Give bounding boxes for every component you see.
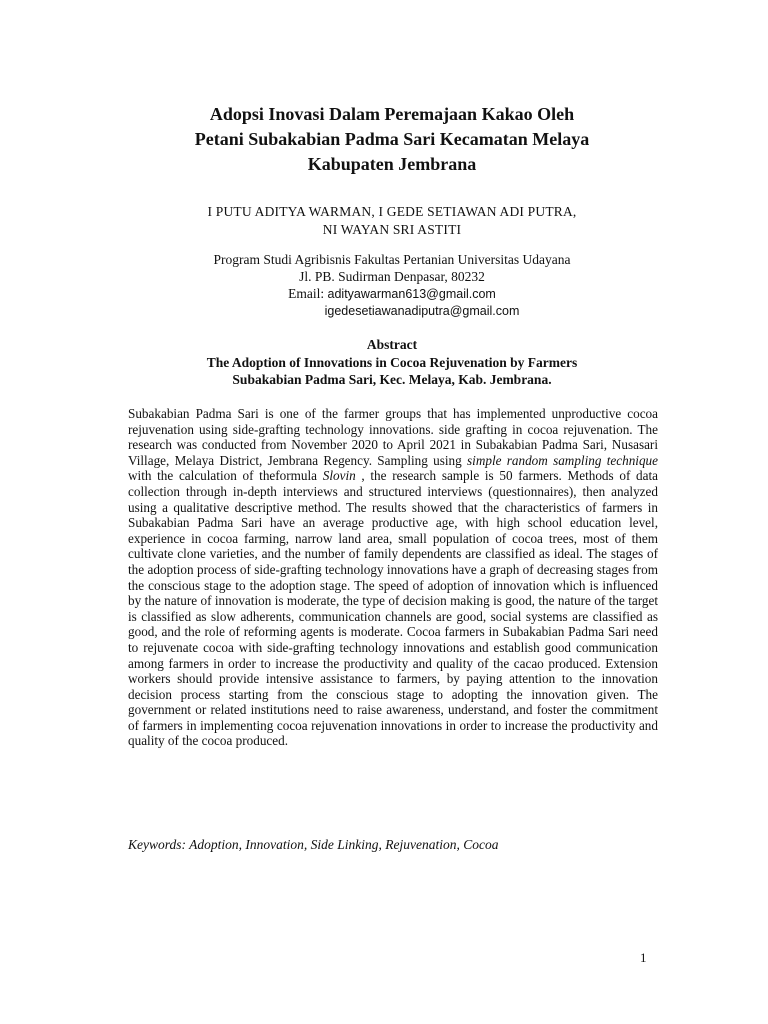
abstract-text <box>128 406 658 749</box>
email-label: Email: <box>288 286 328 301</box>
keywords: Keywords: Adoption, Innovation, Side Linking, Rejuvenation, Cocoa <box>128 837 499 852</box>
email-line <box>100 285 684 303</box>
abstract-title-line-1: The Adoption of Innovations in Cocoa Rejuvenation by Farmers <box>206 354 578 370</box>
abstract-heading-block <box>100 336 684 389</box>
title-line-3: Kabupaten Jembrana <box>307 154 477 174</box>
paper-title <box>100 102 684 177</box>
email-1: adityawarman613@gmail.com <box>327 287 496 301</box>
abstract-heading: Abstract <box>366 337 418 352</box>
abstract-italic-term-2: Slovin <box>322 468 356 484</box>
page-number: 1 <box>640 950 647 965</box>
abstract-title-line-2: Subakabian Padma Sari, Kec. Melaya, Kab. Jembrana. <box>232 372 552 387</box>
title-line-1: Adopsi Inovasi Dalam Peremajaan Kakao Oleh <box>209 104 575 124</box>
email-2: igedesetiawanadiputra@gmail.com <box>324 304 520 318</box>
affiliation-block <box>100 251 684 320</box>
authors-line-1: I PUTU ADITYA WARMAN, I GEDE SETIAWAN ADI PUTRA, <box>207 204 577 219</box>
abstract-text-part-3: , the research sample is 50 farmers. Methods of data collection through in-depth interviews and structured interviews (questionnaires), then analyzed using a qualitative descriptive method. The results showed that the characteristics of farmers in Subakabian Padma Sari have an average productive age, with high school education level, experience in cocoa farming, narrow land area, small population of cocoa trees, most of them cultivate clone varieties, and the number of family dependents are classified as ideal. The stages of the adoption process of side-grafting technology innovations have a graph of decreasing stages from the conscious stage to the adoption stage. The speed of adoption of innovation which is influenced by the nature of innovation is moderate, the type of decision making is good, the nature of the target is classified as slow adherents, communication channels are good, social systems are classified as good, and the role of reforming agents is moderate. Cocoa farmers in Subakabian Padma Sari need to rejuvenate cocoa with side-grafting technology innovations and establish good communication among farmers in order to increase the productivity and quality of the cacao produced. Extension workers should provide intensive assistance to farmers, by paying attention to the innovation decision process starting from the conscious stage to adopting the innovation given. The government or related institutions need to raise awareness, understand, and foster the commitment of farmers in implementing cocoa rejuvenation innovations in order to increase the productivity and quality of the cocoa produced. <box>128 468 659 749</box>
affiliation-line-2: Jl. PB. Sudirman Denpasar, 80232 <box>299 269 485 284</box>
abstract-text-part-2: with the calculation of theformula <box>128 468 323 484</box>
abstract-text-part-1: Subakabian Padma Sari is one of the farmer groups that has implemented unproductive cocoa rejuvenation using side-grafting technology innovations. side grafting in cocoa rejuvenation. The research was conducted from November 2020 to April 2021 in Subakabian Padma Sari, Nusasari Village, Melaya District, Jembrana Regency. Sampling using <box>128 406 658 468</box>
affiliation-line-1: Program Studi Agribisnis Fakultas Pertanian Universitas Udayana <box>213 252 571 267</box>
authors-line-2: NI WAYAN SRI ASTITI <box>322 222 462 237</box>
title-line-2: Petani Subakabian Padma Sari Kecamatan Melaya <box>194 129 590 149</box>
abstract-italic-term-1: simple random sampling technique <box>467 452 658 468</box>
author-list <box>100 203 684 239</box>
